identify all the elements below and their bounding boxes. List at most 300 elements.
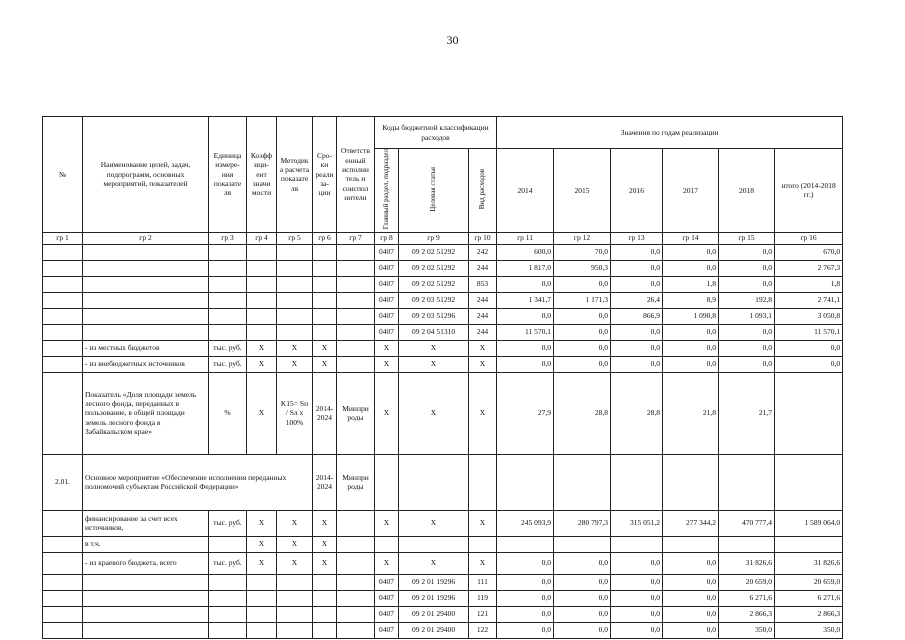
empty-cell — [209, 244, 247, 260]
unit-cell: тыс. руб. — [209, 340, 247, 356]
column-number: гр 11 — [497, 232, 554, 244]
empty-cell — [337, 276, 375, 292]
value-cell: 0,0 — [663, 324, 719, 340]
value-cell: 866,9 — [611, 308, 663, 324]
empty-cell — [375, 536, 399, 552]
column-number-row — [43, 232, 843, 244]
row-name: в т.ч. — [83, 536, 209, 552]
code-article: 09 2 01 29400 — [399, 622, 469, 638]
value-cell: 0,0 — [554, 308, 611, 324]
column-number: гр 1 — [43, 232, 83, 244]
x-cell: X — [277, 340, 313, 356]
value-cell: 245 093,9 — [497, 510, 554, 536]
empty-cell — [209, 308, 247, 324]
x-cell: X — [469, 356, 497, 372]
budget-table — [42, 116, 843, 639]
value-cell: 0,0 — [775, 340, 843, 356]
value-cell: 21,8 — [663, 372, 719, 454]
table-row — [43, 340, 843, 356]
value-cell: 0,0 — [554, 276, 611, 292]
header-year-2017: 2017 — [663, 149, 719, 233]
code-type: 242 — [469, 244, 497, 260]
value-cell: 0,0 — [554, 574, 611, 590]
value-cell: 0,0 — [554, 590, 611, 606]
column-number: гр 8 — [375, 232, 399, 244]
empty-cell — [277, 308, 313, 324]
x-cell: X — [469, 510, 497, 536]
x-cell: X — [277, 356, 313, 372]
empty-cell — [83, 260, 209, 276]
code-article: 09 2 02 51292 — [399, 260, 469, 276]
x-cell: X — [375, 340, 399, 356]
table-row — [43, 606, 843, 622]
x-cell: X — [469, 552, 497, 574]
empty-cell — [337, 510, 375, 536]
empty-cell — [469, 536, 497, 552]
empty-cell — [83, 590, 209, 606]
code-type: 853 — [469, 276, 497, 292]
value-cell: 1 589 064,0 — [775, 510, 843, 536]
table-row — [43, 590, 843, 606]
value-cell: 0,0 — [719, 356, 775, 372]
empty-cell — [611, 454, 663, 510]
value-cell: 0,0 — [663, 356, 719, 372]
table-row — [43, 276, 843, 292]
header-unit: Единица измере-ния показате ля — [209, 117, 247, 233]
code-section: 0407 — [375, 324, 399, 340]
code-type: 244 — [469, 292, 497, 308]
value-cell: 28,8 — [554, 372, 611, 454]
empty-cell — [247, 308, 277, 324]
empty-cell — [247, 260, 277, 276]
value-cell: 1 341,7 — [497, 292, 554, 308]
value-cell: 0,0 — [611, 574, 663, 590]
value-cell: 0,0 — [497, 340, 554, 356]
column-number: гр 3 — [209, 232, 247, 244]
empty-cell — [337, 574, 375, 590]
value-cell: 28,8 — [611, 372, 663, 454]
row-name: - из местных бюджетов — [83, 340, 209, 356]
header-responsible: Ответств енный исполни тель и соиспол нители — [337, 117, 375, 233]
x-cell: X — [313, 356, 337, 372]
value-cell: 2 866,3 — [775, 606, 843, 622]
table-row — [43, 260, 843, 276]
row-name: финансирование за счет всех источников, — [83, 510, 209, 536]
empty-cell — [209, 590, 247, 606]
empty-cell — [43, 260, 83, 276]
code-type: 244 — [469, 324, 497, 340]
empty-cell — [277, 590, 313, 606]
empty-cell — [313, 244, 337, 260]
empty-cell — [43, 590, 83, 606]
table-row — [43, 622, 843, 638]
empty-cell — [43, 574, 83, 590]
column-number: гр 13 — [611, 232, 663, 244]
value-cell: 2 866,3 — [719, 606, 775, 622]
value-cell: 670,0 — [775, 244, 843, 260]
value-cell: 0,0 — [611, 324, 663, 340]
table-row — [43, 244, 843, 260]
empty-cell — [663, 454, 719, 510]
value-cell: 0,0 — [497, 574, 554, 590]
indicator-row — [43, 372, 843, 454]
header-term: Сро-ки реали за-ции — [313, 117, 337, 233]
value-cell: 315 051,2 — [611, 510, 663, 536]
x-cell: X — [277, 536, 313, 552]
empty-cell — [209, 622, 247, 638]
unit-cell: тыс. руб. — [209, 510, 247, 536]
value-cell: 280 797,3 — [554, 510, 611, 536]
x-cell: X — [247, 372, 277, 454]
column-number: гр 9 — [399, 232, 469, 244]
value-cell: 0,0 — [497, 276, 554, 292]
x-cell: X — [247, 552, 277, 574]
row-name: - из внебюджетных источников — [83, 356, 209, 372]
code-article: 09 2 01 19296 — [399, 574, 469, 590]
empty-cell — [247, 622, 277, 638]
empty-cell — [209, 260, 247, 276]
code-type: 122 — [469, 622, 497, 638]
value-cell: 0,0 — [719, 324, 775, 340]
empty-cell — [43, 372, 83, 454]
x-cell: X — [313, 536, 337, 552]
value-cell: 31 826,6 — [775, 552, 843, 574]
method-cell: K15= Sп / Sл x 100% — [277, 372, 313, 454]
unit-cell: тыс. руб. — [209, 356, 247, 372]
code-type: 119 — [469, 590, 497, 606]
empty-cell — [775, 454, 843, 510]
indicator-name: Показатель «Доля площади земель лесного фонда, переданных в пользование, в общей площади земель лесного фонда в Забайкальском крае» — [83, 372, 209, 454]
term-cell: 2014-2024 — [313, 372, 337, 454]
value-cell: 1 171,3 — [554, 292, 611, 308]
header-total: итого (2014-2018 гг.) — [775, 149, 843, 233]
empty-cell — [209, 276, 247, 292]
empty-cell — [247, 606, 277, 622]
empty-cell — [313, 276, 337, 292]
table-row — [43, 324, 843, 340]
empty-cell — [337, 308, 375, 324]
empty-cell — [337, 606, 375, 622]
empty-cell — [719, 454, 775, 510]
empty-cell — [313, 590, 337, 606]
value-cell: 277 344,2 — [663, 510, 719, 536]
column-number: гр 10 — [469, 232, 497, 244]
x-cell: X — [313, 552, 337, 574]
empty-cell — [209, 292, 247, 308]
empty-cell — [43, 244, 83, 260]
empty-cell — [247, 324, 277, 340]
value-cell: 0,0 — [611, 244, 663, 260]
value-cell: 26,4 — [611, 292, 663, 308]
code-section: 0407 — [375, 276, 399, 292]
value-cell: 950,3 — [554, 260, 611, 276]
value-cell: 192,8 — [719, 292, 775, 308]
empty-cell — [209, 606, 247, 622]
value-cell: 0,0 — [719, 244, 775, 260]
code-section: 0407 — [375, 244, 399, 260]
value-cell: 0,0 — [497, 606, 554, 622]
measure-name: Основное мероприятие «Обеспечение исполнения переданных полномочий субъектам Российской Федерации» — [83, 454, 313, 510]
empty-cell — [277, 574, 313, 590]
empty-cell — [209, 536, 247, 552]
empty-cell — [247, 276, 277, 292]
code-article: 09 2 01 19296 — [399, 590, 469, 606]
column-number: гр 5 — [277, 232, 313, 244]
x-cell: X — [313, 510, 337, 536]
value-cell: 20 659,0 — [719, 574, 775, 590]
x-cell: X — [375, 552, 399, 574]
value-cell: 0,0 — [663, 574, 719, 590]
empty-cell — [43, 356, 83, 372]
table-row — [43, 574, 843, 590]
column-number: гр 7 — [337, 232, 375, 244]
header-year-2014: 2014 — [497, 149, 554, 233]
table-row — [43, 536, 843, 552]
empty-cell — [83, 606, 209, 622]
row-name: - из краевого бюджета, всего — [83, 552, 209, 574]
code-section: 0407 — [375, 292, 399, 308]
table-body — [43, 244, 843, 638]
table-row — [43, 356, 843, 372]
empty-cell — [375, 454, 399, 510]
empty-cell — [313, 324, 337, 340]
value-cell: 0,0 — [554, 622, 611, 638]
value-cell: 0,0 — [554, 552, 611, 574]
empty-cell — [43, 622, 83, 638]
value-cell: 2 741,1 — [775, 292, 843, 308]
value-cell: 0,0 — [775, 356, 843, 372]
empty-cell — [43, 276, 83, 292]
value-cell: 0,0 — [611, 260, 663, 276]
empty-cell — [247, 574, 277, 590]
empty-cell — [554, 454, 611, 510]
value-cell: 0,0 — [719, 340, 775, 356]
empty-cell — [83, 292, 209, 308]
empty-cell — [43, 552, 83, 574]
table-row — [43, 308, 843, 324]
value-cell: 0,0 — [497, 308, 554, 324]
value-cell: 0,0 — [663, 340, 719, 356]
empty-cell — [83, 574, 209, 590]
code-section: 0407 — [375, 590, 399, 606]
page-number: 30 — [446, 33, 459, 47]
empty-cell — [247, 590, 277, 606]
empty-cell — [554, 536, 611, 552]
x-cell: X — [469, 340, 497, 356]
empty-cell — [337, 622, 375, 638]
empty-cell — [83, 308, 209, 324]
table-row — [43, 292, 843, 308]
empty-cell — [337, 536, 375, 552]
x-cell: X — [469, 372, 497, 454]
value-cell: 350,0 — [719, 622, 775, 638]
value-cell: 0,0 — [497, 356, 554, 372]
code-section: 0407 — [375, 574, 399, 590]
x-cell: X — [399, 372, 469, 454]
value-cell: 0,0 — [611, 276, 663, 292]
header-code-article: Целевая статья — [399, 149, 469, 233]
empty-cell — [337, 340, 375, 356]
code-type: 111 — [469, 574, 497, 590]
empty-cell — [277, 276, 313, 292]
empty-cell — [83, 622, 209, 638]
value-cell: 0,0 — [497, 590, 554, 606]
value-cell: 0,0 — [497, 622, 554, 638]
value-cell: 1,8 — [663, 276, 719, 292]
x-cell: X — [399, 356, 469, 372]
column-number: гр 2 — [83, 232, 209, 244]
code-section: 0407 — [375, 606, 399, 622]
empty-cell — [313, 622, 337, 638]
value-cell: 1 093,1 — [719, 308, 775, 324]
value-cell: 0,0 — [611, 356, 663, 372]
measure-row — [43, 454, 843, 510]
value-cell: 1,8 — [775, 276, 843, 292]
value-cell: 0,0 — [663, 590, 719, 606]
code-article: 09 2 04 51310 — [399, 324, 469, 340]
value-cell: 0,0 — [663, 606, 719, 622]
x-cell: X — [375, 372, 399, 454]
column-number: гр 4 — [247, 232, 277, 244]
x-cell: X — [247, 340, 277, 356]
responsible-cell: Минпри роды — [337, 372, 375, 454]
value-cell: 0,0 — [663, 244, 719, 260]
measure-number: 2.01. — [43, 454, 83, 510]
empty-cell — [775, 372, 843, 454]
header-code-type: Вид расходов — [469, 149, 497, 233]
value-cell: 0,0 — [554, 356, 611, 372]
x-cell: X — [399, 510, 469, 536]
empty-cell — [277, 622, 313, 638]
empty-cell — [399, 536, 469, 552]
value-cell: 1 090,8 — [663, 308, 719, 324]
header-no: № — [43, 117, 83, 233]
value-cell: 8,9 — [663, 292, 719, 308]
value-cell: 350,0 — [775, 622, 843, 638]
empty-cell — [313, 606, 337, 622]
empty-cell — [43, 510, 83, 536]
value-cell: 6 271,6 — [775, 590, 843, 606]
empty-cell — [277, 324, 313, 340]
empty-cell — [337, 260, 375, 276]
header-year-2016: 2016 — [611, 149, 663, 233]
header-budget-codes: Коды бюджетной классификации расходов — [375, 117, 497, 149]
code-type: 244 — [469, 260, 497, 276]
empty-cell — [247, 292, 277, 308]
value-cell: 0,0 — [719, 260, 775, 276]
code-section: 0407 — [375, 260, 399, 276]
value-cell: 600,0 — [497, 244, 554, 260]
value-cell: 11 570,1 — [775, 324, 843, 340]
code-article: 09 2 03 51292 — [399, 292, 469, 308]
x-cell: X — [247, 356, 277, 372]
code-type: 121 — [469, 606, 497, 622]
financing-row — [43, 510, 843, 536]
empty-cell — [209, 574, 247, 590]
table-row — [43, 552, 843, 574]
code-article: 09 2 01 29400 — [399, 606, 469, 622]
value-cell: 0,0 — [663, 622, 719, 638]
value-cell: 20 659,0 — [775, 574, 843, 590]
empty-cell — [277, 260, 313, 276]
x-cell: X — [375, 356, 399, 372]
empty-cell — [277, 606, 313, 622]
x-cell: X — [313, 340, 337, 356]
code-article: 09 2 02 51292 — [399, 276, 469, 292]
code-article: 09 2 03 51296 — [399, 308, 469, 324]
header-code-section: Главный раздел, подраздел — [375, 149, 399, 233]
x-cell: X — [247, 536, 277, 552]
empty-cell — [247, 244, 277, 260]
empty-cell — [209, 324, 247, 340]
empty-cell — [83, 324, 209, 340]
value-cell: 6 271,6 — [719, 590, 775, 606]
responsible-cell: Минпри роды — [337, 454, 375, 510]
empty-cell — [313, 308, 337, 324]
empty-cell — [497, 536, 554, 552]
value-cell: 31 826,6 — [719, 552, 775, 574]
empty-cell — [337, 356, 375, 372]
column-number: гр 14 — [663, 232, 719, 244]
column-number: гр 16 — [775, 232, 843, 244]
x-cell: X — [277, 510, 313, 536]
empty-cell — [337, 590, 375, 606]
code-type: 244 — [469, 308, 497, 324]
column-number: гр 6 — [313, 232, 337, 244]
header-coef: Коэфф ици-ент значи мости — [247, 117, 277, 233]
empty-cell — [43, 308, 83, 324]
value-cell: 2 767,3 — [775, 260, 843, 276]
x-cell: X — [277, 552, 313, 574]
unit-cell: тыс. руб. — [209, 552, 247, 574]
code-article: 09 2 02 51292 — [399, 244, 469, 260]
empty-cell — [497, 454, 554, 510]
value-cell: 1 817,0 — [497, 260, 554, 276]
x-cell: X — [399, 340, 469, 356]
value-cell: 0,0 — [554, 606, 611, 622]
value-cell: 470 777,4 — [719, 510, 775, 536]
code-section: 0407 — [375, 308, 399, 324]
x-cell: X — [399, 552, 469, 574]
value-cell: 0,0 — [611, 340, 663, 356]
empty-cell — [337, 292, 375, 308]
empty-cell — [43, 536, 83, 552]
value-cell: 0,0 — [554, 324, 611, 340]
value-cell: 3 050,8 — [775, 308, 843, 324]
empty-cell — [337, 324, 375, 340]
empty-cell — [277, 292, 313, 308]
empty-cell — [43, 606, 83, 622]
header-year-values: Значения по годам реализации — [497, 117, 843, 149]
empty-cell — [43, 340, 83, 356]
empty-cell — [83, 276, 209, 292]
empty-cell — [83, 244, 209, 260]
header-year-2018: 2018 — [719, 149, 775, 233]
empty-cell — [719, 536, 775, 552]
header-name: Наименование целей, задач, подпрограмм, основных мероприятий, показателей — [83, 117, 209, 233]
empty-cell — [277, 244, 313, 260]
value-cell: 0,0 — [719, 276, 775, 292]
empty-cell — [313, 574, 337, 590]
term-cell: 2014-2024 — [313, 454, 337, 510]
value-cell: 27,9 — [497, 372, 554, 454]
value-cell: 70,0 — [554, 244, 611, 260]
empty-cell — [775, 536, 843, 552]
value-cell: 0,0 — [663, 260, 719, 276]
empty-cell — [611, 536, 663, 552]
value-cell: 0,0 — [663, 552, 719, 574]
empty-cell — [337, 552, 375, 574]
